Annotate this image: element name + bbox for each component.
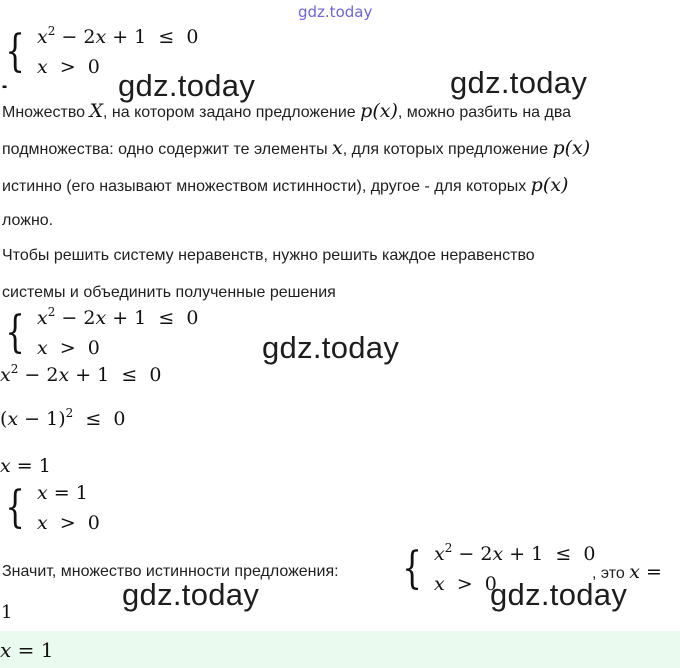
paragraph-line: Чтобы решить систему неравенств, нужно решить каждое неравенство <box>2 247 535 264</box>
watermark: gdz.today <box>490 577 628 612</box>
math-px: p(x) <box>360 100 398 122</box>
system-2 <box>1 307 198 359</box>
math-px: p(x) <box>530 174 569 196</box>
system-inline-row-2: x > 0 <box>434 573 497 595</box>
system-3-row-2: x > 0 <box>37 512 100 534</box>
paragraph-line: системы и объединить полученные решения <box>2 284 336 301</box>
answer-box <box>0 631 680 668</box>
brace-icon: { <box>5 482 25 533</box>
dots-marker: ▪▪ <box>2 82 6 93</box>
conclusion-lead: Значит, множество истинности предложения: <box>2 563 339 580</box>
conclusion-value: 1 <box>1 602 13 623</box>
math-X: X <box>89 100 104 122</box>
watermark: gdz.today <box>122 577 260 612</box>
conclusion-eq: x = <box>629 561 662 583</box>
system-1-row-1: $x^2 - 2x + 1 \le 0$ <box>37 24 199 48</box>
step-2: $(x - 1)^2 \le 0$ <box>0 406 126 430</box>
brace-icon: { <box>402 543 422 594</box>
math-x: x <box>332 137 343 159</box>
paragraph-line: Множество X, на котором задано предложение p(x), можно разбить на два <box>2 100 572 122</box>
watermark-top: gdz.today <box>298 3 373 21</box>
system-3-row-1: x = 1 <box>37 482 88 504</box>
math-px: p(x) <box>552 137 591 159</box>
paragraph-line: истинно (его называют множеством истинности), другое - для которых p(x) <box>2 174 569 196</box>
conclusion-tail: , это x = <box>592 561 662 583</box>
watermark: gdz.today <box>262 330 400 365</box>
watermark: gdz.today <box>118 68 256 103</box>
paragraph-line: подмножества: одно содержит те элементы x, для которых предложение p(x) <box>2 137 591 159</box>
system-inline-row-1: $x^2 - 2x + 1 \le 0$ <box>434 541 596 565</box>
step-1: $x^2 - 2x + 1 \le 0$ <box>0 362 162 386</box>
system-3 <box>1 482 100 534</box>
brace-icon: { <box>5 26 25 77</box>
system-2-row-1: $x^2 - 2x + 1 \le 0$ <box>37 305 199 329</box>
system-2-row-2: x > 0 <box>37 337 100 359</box>
system-1-row-2: x > 0 <box>37 56 100 78</box>
step-3: x = 1 <box>0 455 51 477</box>
answer: x = 1 <box>0 638 54 662</box>
watermark: gdz.today <box>450 65 588 100</box>
paragraph-line: ложно. <box>2 212 54 229</box>
brace-icon: { <box>5 307 25 358</box>
